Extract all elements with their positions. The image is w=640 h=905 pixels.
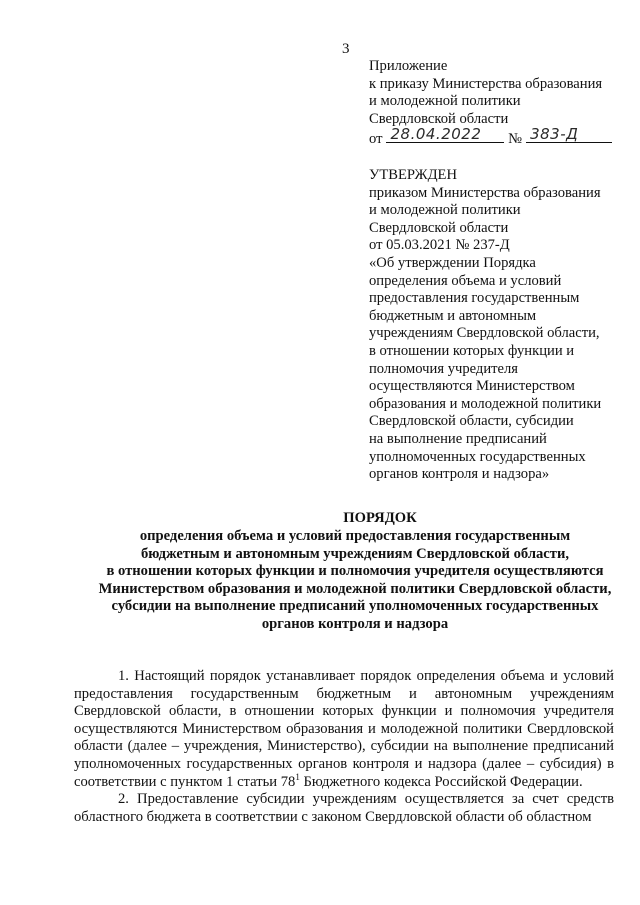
- approval-line: бюджетным и автономным: [369, 307, 537, 324]
- annex-block: [369, 58, 629, 149]
- approval-line: образования и молодежной политики: [369, 395, 602, 412]
- superscript: 1: [295, 771, 300, 782]
- subtitle-line: Министерством образования и молодежной политики Свердловской области,: [98, 580, 612, 597]
- approval-line: учреждениям Свердловской области,: [369, 325, 600, 342]
- paragraph-1-tail: Бюджетного кодекса Российской Федерации.: [299, 773, 583, 790]
- approval-line: «Об утверждении Порядка: [369, 254, 536, 271]
- annex-line: Приложение: [369, 58, 448, 74]
- subtitle-line: в отношении которых функции и полномочия учредителя осуществляются: [106, 563, 604, 580]
- annex-line: Свердловской области: [369, 110, 509, 127]
- paragraph-2: [74, 791, 614, 826]
- subtitle-line: бюджетным и автономным учреждениям Свердловской области,: [140, 545, 570, 562]
- approval-line: УТВЕРЖДЕН: [369, 167, 457, 183]
- approval-line: осуществляются Министерством: [369, 378, 575, 395]
- approval-line: полномочия учредителя: [369, 360, 518, 377]
- approval-line: и молодежной политики: [369, 202, 521, 219]
- document-title: [60, 510, 640, 528]
- approval-line: Свердловской области, субсидии: [369, 413, 574, 430]
- approval-line: определения объема и условий: [369, 272, 562, 289]
- handwritten-date: 28.04.2022: [390, 124, 482, 143]
- title-heading: ПОРЯДОК: [343, 510, 417, 526]
- document-subtitle: [74, 528, 636, 634]
- approval-line: органов контроля и надзора»: [369, 466, 550, 483]
- number-field: [526, 124, 612, 143]
- annex-line: к приказу Министерства образования: [369, 75, 603, 92]
- annex-line: и молодежной политики: [369, 93, 521, 110]
- approval-line: Свердловской области: [369, 219, 509, 236]
- subtitle-line: органов контроля и надзора: [261, 615, 449, 632]
- paragraph-1-text: 1. Настоящий порядок устанавливает порядок определения объема и условий предоставления государственным бюджетным и автономным учреждениям Свердловской области, в отношении которых функции и полномочия учредителя осуществляются Министерством образования и молодежной политики Свердловской области (далее – учреждения, Министерство), субсидии на выполнение предписаний уполномоченных государственных органов контроля и надзора (далее – субсидия) в соответствии с пунктом 1 статьи 78: [74, 668, 614, 790]
- number-prefix: №: [508, 131, 523, 148]
- body-text: [74, 668, 614, 826]
- page-number: 3: [342, 41, 350, 57]
- paragraph-2-text: 2. Предоставление субсидии учреждениям осуществляется за счет средств областного бюджета в соответствии с законом Свердловской области об областном: [74, 791, 614, 825]
- date-prefix: от: [369, 131, 383, 148]
- handwritten-number: 383-Д: [530, 124, 579, 143]
- approval-block: [369, 167, 631, 484]
- approval-line: приказом Министерства образования: [369, 184, 601, 201]
- approval-line: на выполнение предписаний: [369, 430, 547, 447]
- subtitle-line: субсидии на выполнение предписаний уполномоченных государственных: [111, 598, 599, 615]
- approval-line: от 05.03.2021 № 237-Д: [369, 237, 510, 254]
- date-field: [386, 124, 504, 143]
- approval-line: уполномоченных государственных: [369, 448, 586, 465]
- paragraph-1: [74, 668, 614, 791]
- approval-line: предоставления государственным: [369, 290, 580, 307]
- annex-date-number-line: [369, 124, 629, 149]
- subtitle-line: определения объема и условий предоставления государственным: [139, 528, 571, 544]
- approval-line: в отношении которых функции и: [369, 342, 575, 359]
